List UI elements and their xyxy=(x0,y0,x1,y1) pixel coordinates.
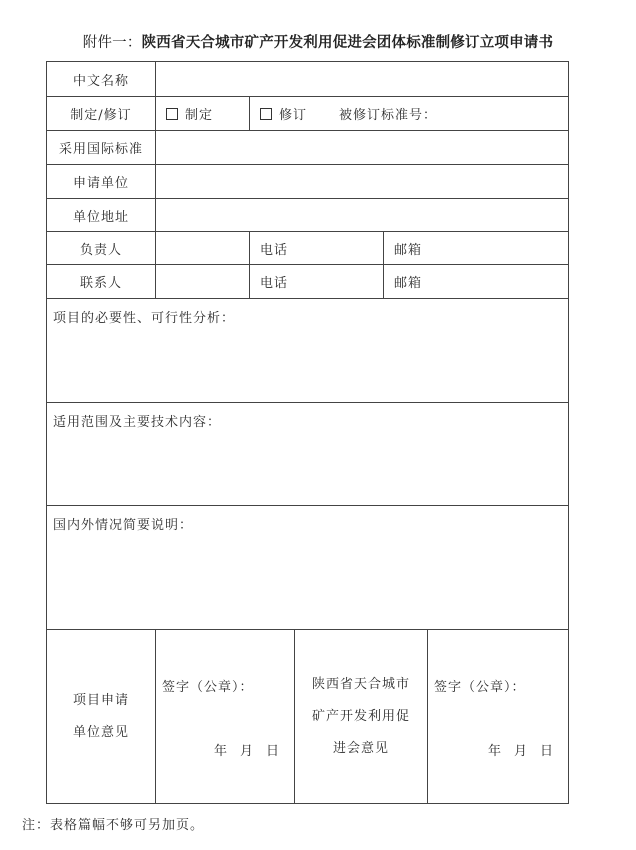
row-intl-std xyxy=(47,131,569,165)
option-new-label: 制定 xyxy=(185,108,214,123)
leader-phone-cell[interactable] xyxy=(250,232,384,265)
phone-label: 电话 xyxy=(260,276,289,291)
option-revise-cell[interactable] xyxy=(250,97,569,131)
revised-std-no-label: 被修订标准号： xyxy=(339,108,438,123)
applicant-opinion-label: 项目申请 单位意见 xyxy=(47,630,156,804)
row-address xyxy=(47,199,569,232)
type-label: 制定/修订 xyxy=(47,97,156,131)
attachment-prefix: 附件一： xyxy=(82,35,142,51)
row-necessity xyxy=(47,299,569,403)
intl-std-label: 采用国际标准 xyxy=(47,131,156,165)
address-label: 单位地址 xyxy=(47,199,156,232)
signature-date: 年 月 日 xyxy=(213,744,280,759)
row-scope xyxy=(47,403,569,506)
row-chinese-name xyxy=(47,62,569,97)
footer-note: 注：表格篇幅不够可另加页。 xyxy=(22,818,205,833)
contact-label: 联系人 xyxy=(47,265,156,299)
phone-label: 电话 xyxy=(260,242,289,258)
row-applicant xyxy=(47,165,569,199)
signature-label: 签字（公章）： xyxy=(162,680,254,695)
chinese-name-field[interactable] xyxy=(156,62,569,97)
form-title: 陕西省天合城市矿产开发利用促进会团体标准制修订立项申请书 xyxy=(141,35,554,51)
signature-date: 年 月 日 xyxy=(488,744,555,759)
address-field[interactable] xyxy=(156,199,569,232)
checkbox-icon xyxy=(260,108,272,120)
contact-phone-cell[interactable] xyxy=(250,265,384,299)
applicant-signature-cell[interactable] xyxy=(156,630,295,804)
status-area[interactable] xyxy=(47,506,569,630)
leader-email-cell[interactable] xyxy=(384,232,569,265)
contact-field[interactable] xyxy=(156,265,250,299)
email-label: 邮箱 xyxy=(394,242,423,258)
row-leader xyxy=(47,232,569,265)
checkbox-icon xyxy=(166,108,178,120)
application-form-table xyxy=(46,61,569,804)
option-revise-label: 修订 xyxy=(279,108,308,123)
scope-area[interactable] xyxy=(47,403,569,506)
row-opinions xyxy=(47,630,569,804)
signature-label: 签字（公章）： xyxy=(434,680,526,695)
leader-field[interactable] xyxy=(156,232,250,265)
row-type xyxy=(47,97,569,131)
option-new-checkbox[interactable] xyxy=(156,97,250,131)
row-contact xyxy=(47,265,569,299)
leader-label: 负责人 xyxy=(47,232,156,265)
applicant-label: 申请单位 xyxy=(47,165,156,199)
association-signature-cell[interactable] xyxy=(428,630,569,804)
necessity-area[interactable] xyxy=(47,299,569,403)
applicant-field[interactable] xyxy=(156,165,569,199)
contact-email-cell[interactable] xyxy=(384,265,569,299)
necessity-label: 项目的必要性、可行性分析： xyxy=(53,311,236,326)
intl-std-field[interactable] xyxy=(156,131,569,165)
status-label: 国内外情况简要说明： xyxy=(53,518,194,533)
chinese-name-label: 中文名称 xyxy=(47,62,156,97)
association-opinion-label: 陕西省天合城市 矿产开发利用促 进会意见 xyxy=(295,630,428,804)
row-status xyxy=(47,506,569,630)
page-title xyxy=(0,31,636,52)
scope-label: 适用范围及主要技术内容： xyxy=(53,415,222,430)
email-label: 邮箱 xyxy=(394,276,423,291)
